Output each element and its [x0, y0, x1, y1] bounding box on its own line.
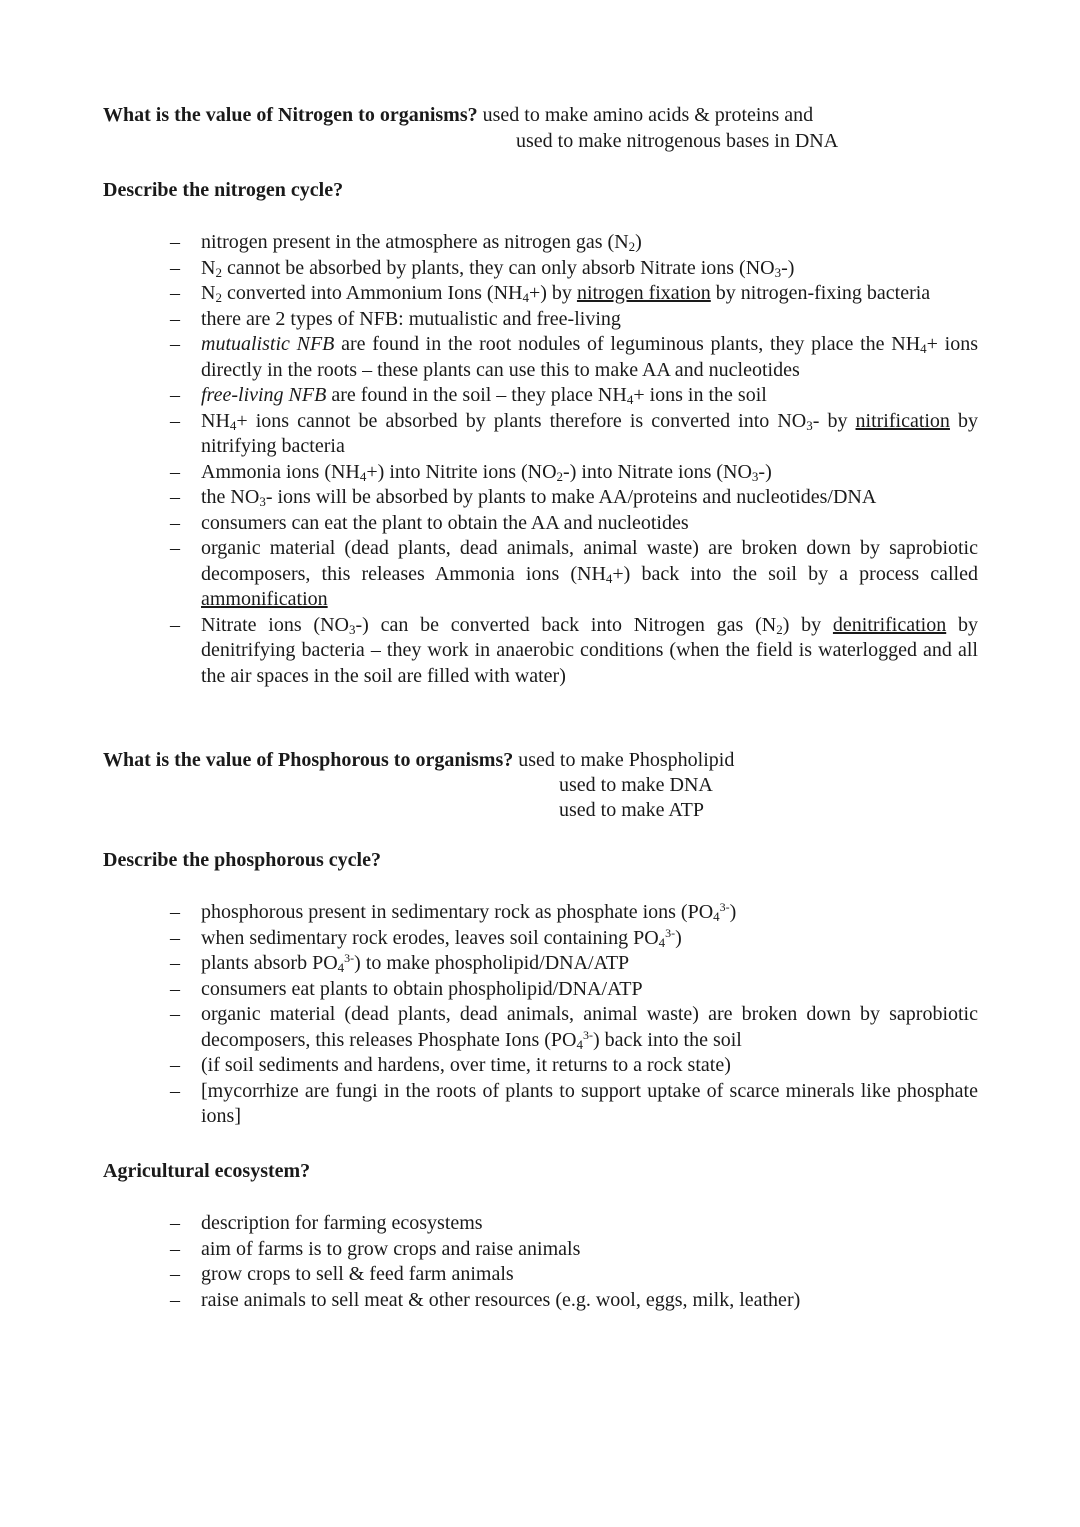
- list-item: – Nitrate ions $(NO_3-)$ can be converted back into Nitrogen gas $(N_2)$ by denitrification by denitrifying bacteria – they work in anaerobic conditions (when the field is waterlogged and all the air spaces in the soil are filled with water): [170, 613, 978, 687]
- bullet-dash: –: [170, 460, 180, 483]
- bullet-dash: –: [170, 486, 180, 508]
- list-item: – description for farming ecosystems: [170, 1211, 978, 1237]
- list-item: – nitrogen present in the atmosphere as nitrogen gas $(N_2)$: [170, 231, 642, 254]
- agricultural-list: [170, 1211, 978, 1313]
- list-item: – organic material (dead plants, dead animals, animal waste) are broken down by saprobiotic decomposers, this releases Phosphate Ions $(PO_4^{3-})$ back into the soil: [170, 1003, 978, 1052]
- nitrogen-value-question: What is the value of Nitrogen to organisms?: [103, 104, 478, 126]
- nitrogen-cycle-list: [170, 230, 978, 689]
- nitrogen-cycle-question: Describe the nitrogen cycle?: [103, 179, 344, 201]
- list-item: – [mycorrhize are fungi in the roots of plants to support uptake of scarce minerals like phosphate ions]: [170, 1079, 978, 1127]
- phosphorous-value-answer-1: used to make Phospholipid: [518, 749, 735, 771]
- bullet-dash: –: [170, 511, 180, 534]
- list-item: – $N_2$ cannot be absorbed by plants, they can only absorb Nitrate ions $(NO_3-)$: [170, 256, 795, 280]
- list-item: – free-living NFB are found in the soil – they place $NH_4+$ ions in the soil: [170, 384, 767, 407]
- nitrogen-value-answer-1: used to make amino acids & proteins and: [482, 104, 814, 126]
- bullet-dash: –: [170, 952, 180, 974]
- list-item: – consumers eat plants to obtain phospholipid/DNA/ATP: [170, 977, 978, 1003]
- phosphorous-value-question: What is the value of Phosphorous to organisms?: [103, 749, 514, 771]
- bullet-dash: –: [170, 409, 180, 432]
- bullet-dash: –: [170, 1288, 180, 1311]
- list-item: – organic material (dead plants, dead animals, animal waste) are broken down by saprobiotic decomposers, this releases Ammonia ions $(NH_4+)$ back into the soil by a process called ammonification: [170, 537, 978, 610]
- term-ammonification: ammonification: [201, 588, 328, 610]
- list-item: – plants absorb $PO_4^{3-}$) to make phospholipid/DNA/ATP: [170, 951, 630, 975]
- list-item: – grow crops to sell & feed farm animals: [170, 1262, 978, 1288]
- phosphorous-cycle-list: [170, 900, 978, 1130]
- list-item: – aim of farms is to grow crops and raise animals: [170, 1237, 978, 1263]
- term-nitrogen-fixation: nitrogen fixation: [576, 282, 711, 304]
- list-item: – $NH_4+$ ions cannot be absorbed by plants therefore is converted into $NO_3-$ by nitrification by nitrifying bacteria: [170, 409, 978, 457]
- bullet-dash: –: [170, 1212, 180, 1234]
- bullet-dash: –: [170, 1079, 180, 1102]
- list-item: – (if soil sediments and hardens, over time, it returns to a rock state): [170, 1053, 978, 1079]
- bullet-dash: –: [170, 537, 180, 559]
- bullet-dash: –: [170, 307, 180, 330]
- bullet-dash: –: [170, 1263, 180, 1285]
- bullet-dash: –: [170, 926, 180, 949]
- list-item: – phosphorous present in sedimentary rock as phosphate ions $(PO_4^{3-})$: [170, 900, 737, 924]
- bullet-dash: –: [170, 613, 180, 636]
- agricultural-question: Agricultural ecosystem?: [103, 1160, 311, 1182]
- phosphorous-value-line: [103, 748, 734, 774]
- list-item: – raise animals to sell meat & other resources (e.g. wool, eggs, milk, leather): [170, 1288, 978, 1314]
- list-item: – consumers can eat the plant to obtain the AA and nucleotides: [170, 511, 978, 537]
- bullet-dash: –: [170, 1003, 180, 1025]
- bullet-dash: –: [170, 384, 180, 406]
- list-item: – mutualistic NFB are found in the root nodules of leguminous plants, they place the $NH_4+$ ions directly in the roots – these plants can use this to make AA and nucleotides: [170, 333, 979, 381]
- list-item: – when sedimentary rock erodes, leaves soil containing $PO_4^{3-}$): [170, 925, 682, 950]
- bullet-dash: –: [170, 256, 180, 279]
- bullet-dash: –: [170, 231, 180, 253]
- bullet-dash: –: [170, 1054, 180, 1076]
- bullet-dash: –: [170, 977, 180, 1000]
- bullet-dash: –: [170, 333, 180, 355]
- bullet-dash: –: [170, 1237, 180, 1260]
- bullet-dash: –: [170, 282, 180, 304]
- bullet-dash: –: [170, 901, 180, 923]
- list-item: – the $NO_3-$ ions will be absorbed by plants to make AA/proteins and nucleotides/DNA: [170, 486, 877, 509]
- phosphorous-value-answer-2: used to make DNA: [559, 774, 713, 796]
- term-denitrification: denitrification: [832, 613, 947, 636]
- phosphorous-cycle-question: Describe the phosphorous cycle?: [103, 849, 381, 871]
- phosphorous-value-answer-3: used to make ATP: [559, 799, 704, 821]
- nitrogen-value-answer-2: used to make nitrogenous bases in DNA: [516, 130, 839, 152]
- list-item: – $N_2$ converted into Ammonium Ions $(NH_4+)$ by nitrogen fixation by nitrogen-fixing bacteria: [170, 282, 931, 305]
- term-nitrification: nitrification: [855, 409, 950, 432]
- list-item: – there are 2 types of NFB: mutualistic and free-living: [170, 307, 978, 333]
- nitrogen-value-line: [103, 103, 813, 129]
- list-item: – Ammonia ions $(NH_4+)$ into Nitrite ions $(NO_2-)$ into Nitrate ions $(NO_3-)$: [170, 460, 772, 484]
